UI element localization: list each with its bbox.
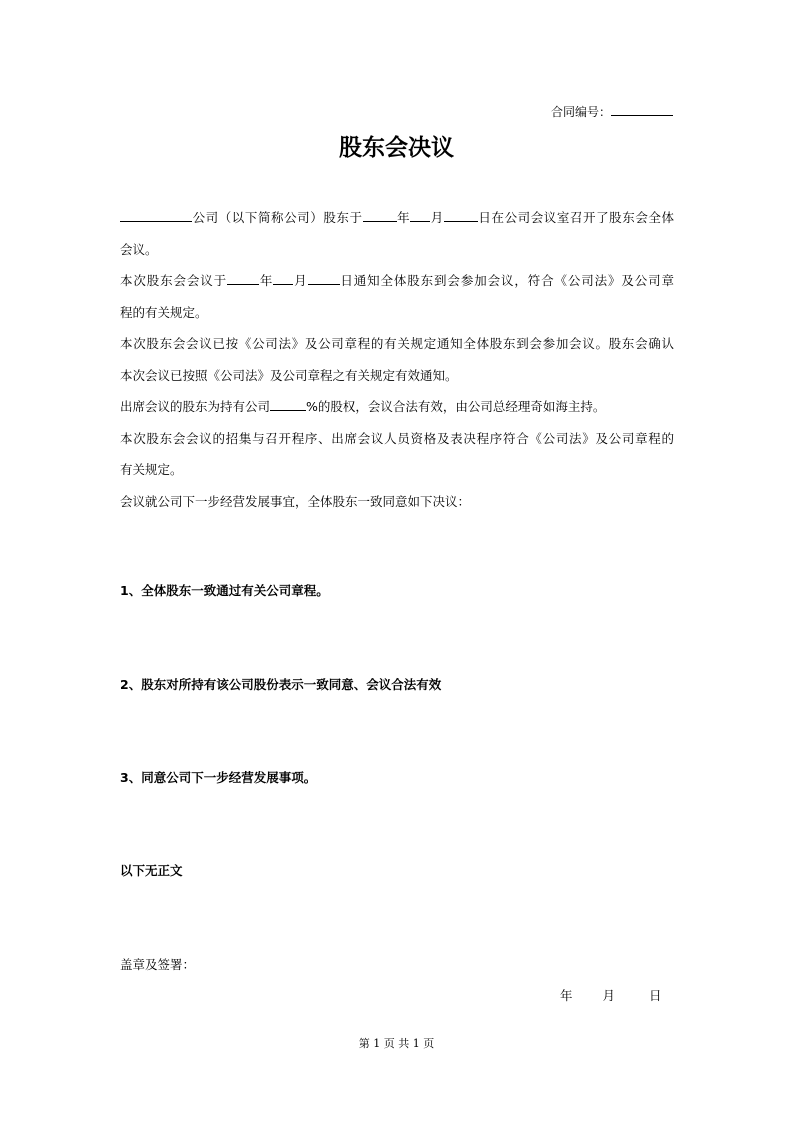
date-month-label: 月 <box>602 988 616 1003</box>
resolution-item-3: 3、同意公司下一步经营发展事项。 <box>120 770 317 785</box>
paragraph-4 <box>120 391 674 423</box>
month-label: 月 <box>430 210 444 225</box>
paragraph-5-line-2: 有关规定。 <box>120 462 183 477</box>
paragraph-6: 会议就公司下一步经营发展事宜，全体股东一致同意如下决议： <box>120 493 471 509</box>
seal-signature-label: 盖章及签署： <box>120 957 196 972</box>
document-title: 股东会决议 <box>339 134 454 161</box>
paragraph-1-line-2: 会议。 <box>120 241 158 257</box>
end-note: 以下无正文 <box>120 863 183 878</box>
meeting-year-blank[interactable] <box>363 207 397 222</box>
paragraph-2-text-end: 日通知全体股东到会参加会议，符合《公司法》及公司章 <box>339 273 674 288</box>
paragraph-1-text: 公司（以下简称公司）股东于 <box>192 210 363 225</box>
paragraph-5-line-1: 本次股东会会议的招集与召开程序、出席会议人员资格及表决程序符合《公司法》及公司章程的 <box>120 430 674 446</box>
month-label: 月 <box>293 273 308 288</box>
paragraph-4-text-end: %的股权，会议合法有效，由公司总经理奇如海主持。 <box>306 399 606 414</box>
paragraph-3-line-2: 本次会议已按照《公司法》及公司章程之有关规定有效通知。 <box>120 367 458 383</box>
contract-number-blank[interactable] <box>611 101 673 116</box>
signature-date <box>560 986 662 1006</box>
company-name-blank[interactable] <box>120 207 192 222</box>
share-percent-blank[interactable] <box>270 396 306 411</box>
date-day-label: 日 <box>649 988 662 1003</box>
date-year-label: 年 <box>560 988 573 1003</box>
resolution-item-1: 1、全体股东一致通过有关公司章程。 <box>120 583 329 598</box>
paragraph-2-line-2: 程的有关规定。 <box>120 304 208 320</box>
paragraph-1-text-end: 日在公司会议室召开了股东会全体 <box>477 210 674 225</box>
notice-day-blank[interactable] <box>308 270 340 285</box>
meeting-day-blank[interactable] <box>444 207 478 222</box>
paragraph-2-line-1 <box>120 265 674 297</box>
resolution-item-2: 2、股东对所持有该公司股份表示一致同意、会议合法有效 <box>120 677 442 692</box>
page-footer: 第 1 页 共 1 页 <box>358 1037 435 1050</box>
paragraph-3-line-1: 本次股东会会议已按《公司法》及公司章程的有关规定通知全体股东到会参加会议。股东会确认 <box>120 336 674 351</box>
contract-number-label: 合同编号： <box>550 105 611 119</box>
contract-number <box>551 101 673 122</box>
document-body <box>120 202 674 517</box>
notice-month-blank[interactable] <box>273 270 293 285</box>
paragraph-2-text: 本次股东会会议于 <box>120 273 228 288</box>
year-label: 年 <box>259 273 274 288</box>
paragraph-4-text: 出席会议的股东为持有公司 <box>120 399 271 414</box>
paragraph-1-line-1 <box>120 202 674 234</box>
year-label: 年 <box>396 210 411 225</box>
meeting-month-blank[interactable] <box>410 207 430 222</box>
notice-year-blank[interactable] <box>227 270 259 285</box>
